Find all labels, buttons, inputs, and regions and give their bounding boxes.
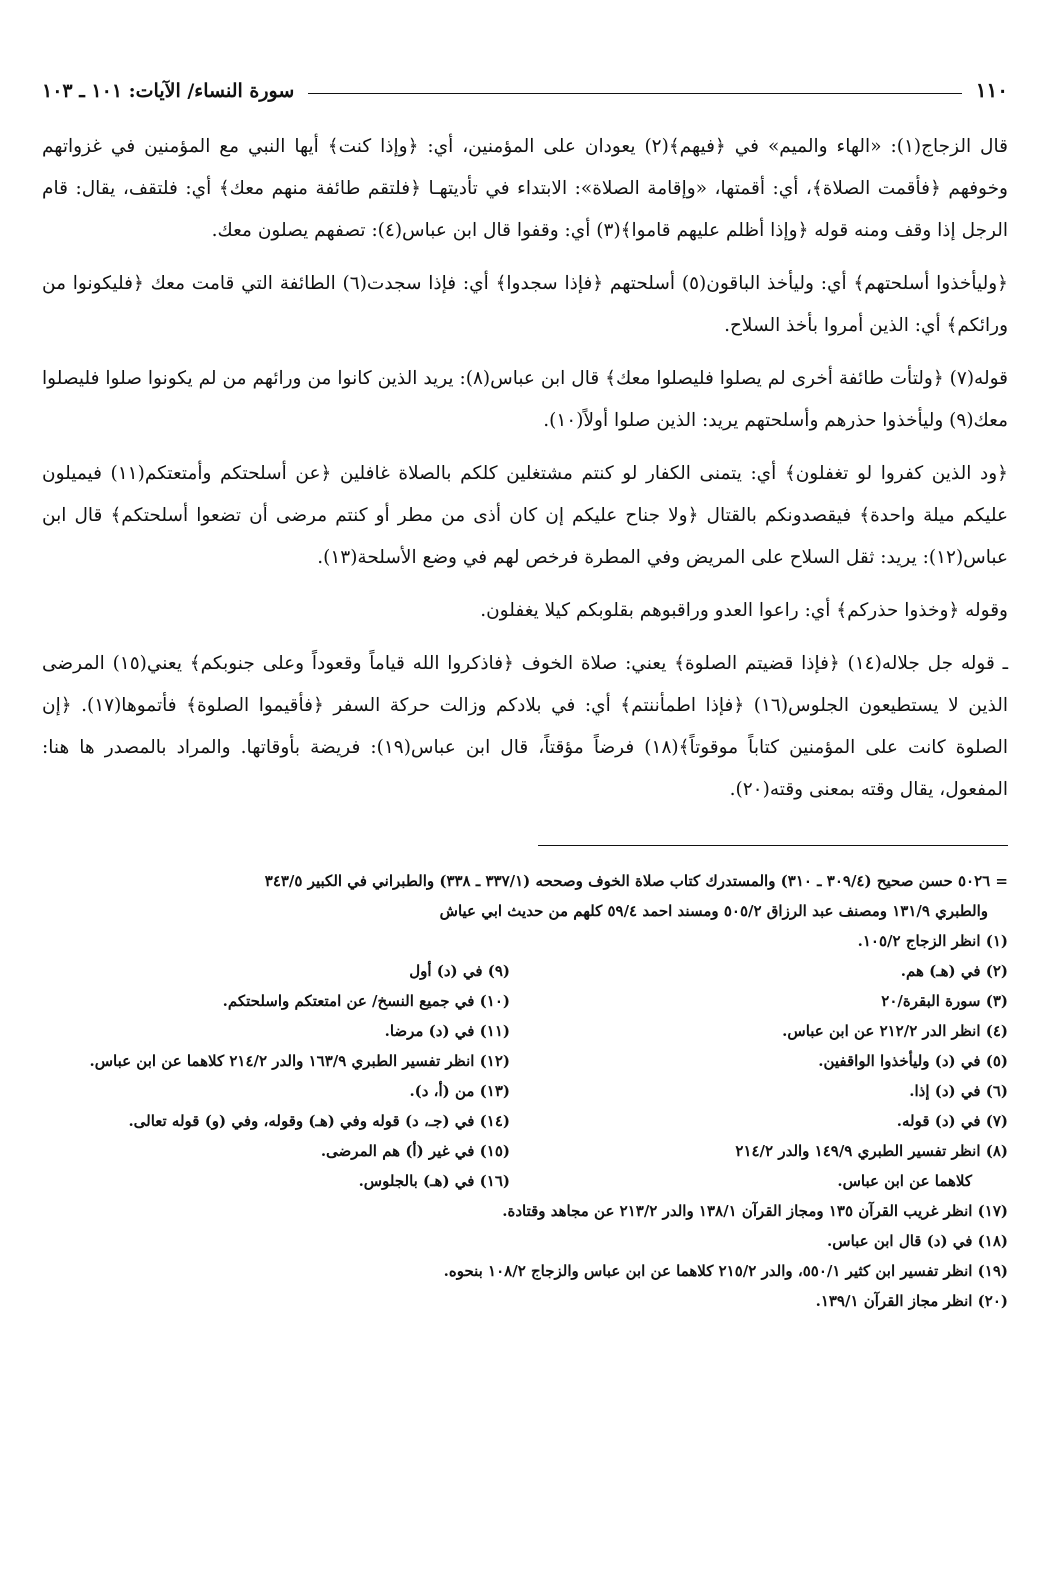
footnote-14: (١٤) في (جـ، د) قوله وفي (هـ) وقوله، وفي (و) قوله تعالى. <box>128 1112 510 1130</box>
footnote-rule <box>538 845 1008 846</box>
footnote-3: (٣) سورة البقرة/٢٠ <box>881 992 1008 1010</box>
footnote-10: (١٠) في جميع النسخ/ عن امتعتكم واسلحتكم. <box>222 992 510 1010</box>
paragraph-6: ـ قوله جل جلاله(١٤) ﴿فإذا قضيتم الصلوة﴾ يعني: صلاة الخوف ﴿فاذكروا الله قياماً وقعوداً وعلى جنوبكم﴾ يعني(١٥) المرضى الذين لا يستطيعون الجلوس(١٦) ﴿فإذا اطمأننتم﴾ أي: في بلادكم وزالت حركة السفر ﴿فأقيموا الصلوة﴾ فأتموها(١٧). ﴿إن الصلوة كانت على المؤمنين كتاباً موقوتاً﴾(١٨) فرضاً مؤقتاً، قال ابن عباس(١٩): فريضة بأوقاتها. والمراد بالمصدر ها هنا: المفعول، يقال وقته بمعنى وقته(٢٠). <box>42 653 1009 800</box>
hadith-reference-line-2: والطبري ١٣١/٩ ومصنف عبد الرزاق ٥٠٥/٢ ومسند احمد ٥٩/٤ كلهم من حديث ابي عياش <box>439 902 988 920</box>
book-page <box>42 62 1008 1554</box>
footnote-7: (٧) في (د) قوله. <box>896 1112 1008 1130</box>
footnote-17: (١٧) انظر غريب القرآن ١٣٥ ومجاز القرآن ١٣٨/١ والدر ٢١٣/٢ عن مجاهد وقتادة. <box>502 1202 1008 1220</box>
footnote-1: (١) انظر الزجاج ١٠٥/٢. <box>857 932 1008 950</box>
footnote-18: (١٨) في (د) قال ابن عباس. <box>827 1232 1008 1250</box>
hadith-reference-line-1: = ٥٠٢٦ حسن صحيح (٣٠٩/٤ ـ ٣١٠) والمستدرك كتاب صلاة الخوف وصححه (٣٣٧/١ ـ ٣٣٨) والطبراني في الكبير ٣٤٣/٥ <box>264 872 1008 890</box>
header-rule <box>308 93 962 94</box>
running-title: سورة النساء/ الآيات: ١٠١ ـ ١٠٣ <box>42 80 295 102</box>
footnote-columns <box>42 956 1008 1196</box>
footnote-12: (١٢) انظر تفسير الطبري ١٦٣/٩ والدر ٢١٤/٢ كلاهما عن ابن عباس. <box>89 1052 510 1070</box>
footnote-6: (٦) في (د) إذا. <box>909 1082 1008 1100</box>
footnote-9: (٩) في (د) أول <box>409 962 510 980</box>
paragraph-1: قال الزجاج(١): «الهاء والميم» في ﴿فيهم﴾(٢) يعودان على المؤمنين، أي: ﴿وإذا كنت﴾ أيها النبي مع المؤمنين في غزواتهم وخوفهم ﴿فأقمت الصلاة﴾، أي: أقمتها، «وإقامة الصلاة»: الابتداء في تأديتهـا ﴿فلتقم طائفة منهم معك﴾ أي: فلتقف، يقال: قام الرجل إذا وقف ومنه قوله ﴿وإذا أظلم عليهم قاموا﴾(٣) أي: وقفوا قال ابن عباس(٤): تصفهم يصلون معك. <box>42 136 1008 241</box>
footnote-8: (٨) انظر تفسير الطبري ١٤٩/٩ والدر ٢١٤/٢ <box>735 1142 1008 1160</box>
page-number: ١١٠ <box>975 78 1008 102</box>
footnote-16: (١٦) في (هـ) بالجلوس. <box>358 1172 510 1190</box>
footnote-11: (١١) في (د) مرضا. <box>384 1022 510 1040</box>
paragraph-4: ﴿ود الذين كفروا لو تغفلون﴾ أي: يتمنى الكفار لو كنتم مشتغلين كلكم بالصلاة غافلين ﴿عن أسلحتكم وأمتعتكم(١١) فيميلون عليكم ميلة واحدة﴾ فيقصدونكم بالقتال ﴿ولا جناح عليكم إن كان أذى من مطر أو كنتم مرضى أن تضعوا أسلحتكم﴾ قال ابن عباس(١٢): يريد: ثقل السلاح على المريض وفي المطرة فرخص لهم في وضع الأسلحة(١٣). <box>42 463 1008 568</box>
paragraph-3: قوله(٧) ﴿ولتأت طائفة أخرى لم يصلوا فليصلوا معك﴾ قال ابن عباس(٨): يريد الذين كانوا من ورائهم من لم يكونوا صلوا فليصلوا معك(٩) وليأخذوا حذرهم وأسلحتهم يريد: الذين صلوا أولاً(١٠). <box>42 368 1008 431</box>
footnote-4: (٤) انظر الدر ٢١٢/٢ عن ابن عباس. <box>782 1022 1008 1040</box>
footnote-13: (١٣) من (أ، د). <box>409 1082 510 1100</box>
paragraph-5: وقوله ﴿وخذوا حذركم﴾ أي: راعوا العدو وراقبوهم بقلوبكم كيلا يغفلون. <box>480 600 1008 621</box>
running-head <box>42 62 1008 102</box>
paragraph-2: ﴿وليأخذوا أسلحتهم﴾ أي: وليأخذ الباقون(٥) أسلحتهم ﴿فإذا سجدوا﴾ أي: فإذا سجدت(٦) الطائفة التي قامت معك ﴿فليكونوا من ورائكم﴾ أي: الذين أمروا بأخذ السلاح. <box>42 273 1008 336</box>
footnote-20: (٢٠) انظر مجاز القرآن ١٣٩/١. <box>815 1292 1008 1310</box>
footnotes <box>42 866 1008 1316</box>
footnote-8-continued: كلاهما عن ابن عباس. <box>837 1172 972 1190</box>
footnote-2: (٢) في (هـ) هم. <box>900 962 1008 980</box>
main-text <box>42 126 1008 811</box>
footnote-19: (١٩) انظر تفسير ابن كثير ٥٥٠/١، والدر ٢١٥/٢ كلاهما عن ابن عباس والزجاج ١٠٨/٢ بنحوه. <box>443 1262 1008 1280</box>
footnote-5: (٥) في (د) وليأخذوا الواقفين. <box>818 1052 1008 1070</box>
footnote-15: (١٥) في غير (أ) هم المرضى. <box>320 1142 510 1160</box>
